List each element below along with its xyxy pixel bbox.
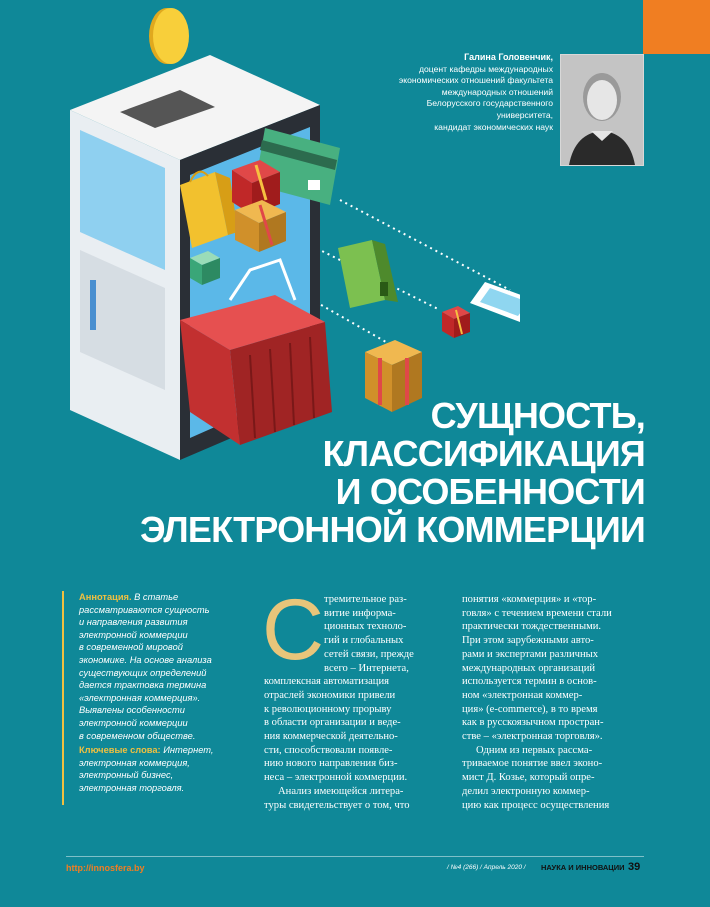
- body-line: делил электронную коммер-: [462, 785, 590, 797]
- abstract-line: экономике. На основе анализа: [79, 654, 212, 665]
- author-line: Белорусского государственного: [426, 98, 553, 109]
- title-line: СУЩНОСТЬ,: [430, 395, 645, 436]
- machine-keypad: [90, 280, 96, 330]
- body-line: При этом зарубежными авто-: [462, 635, 594, 647]
- body-line: триваемое понятие ввел эконо-: [462, 758, 603, 770]
- page-number: 39: [628, 861, 641, 873]
- abstract-line: существующих определений: [79, 667, 207, 678]
- footer-issue: / №4 (266) / Апрель 2020 /: [447, 864, 526, 871]
- body-line: Анализ имеющейся литера-: [278, 785, 404, 797]
- abstract-line: электронной коммерции: [79, 717, 188, 728]
- footer-url-link[interactable]: http://innosfera.by: [66, 863, 145, 873]
- gift-box-small: [442, 306, 470, 338]
- article-title: [120, 397, 645, 549]
- author-line: экономических отношений факультета: [398, 75, 553, 86]
- body-line: неса – электронной коммерции.: [264, 772, 408, 784]
- abstract-line: и направления развития: [79, 617, 188, 628]
- body-line: комплексная автоматизация: [264, 676, 390, 688]
- body-line: Одним из первых рассма-: [476, 744, 593, 756]
- abstract-line: в современной мировой: [79, 642, 183, 653]
- body-line: туры свидетельствует о том, что: [264, 799, 410, 811]
- body-line: международных организаций: [462, 662, 596, 674]
- abstract-line: дается трактовка термина: [79, 680, 207, 691]
- title-line: КЛАССИФИКАЦИЯ: [322, 433, 645, 474]
- author-line: международных отношений: [441, 86, 553, 97]
- author-line: университета,: [496, 109, 553, 120]
- footer-divider: [66, 856, 644, 857]
- body-line: сетей связи, прежде: [324, 648, 414, 660]
- keywords-label: Ключевые слова:: [79, 745, 161, 756]
- body-line: ционных техноло-: [324, 621, 407, 633]
- author-photo: [560, 54, 644, 166]
- body-line: ция» (e-commerce), в то время: [462, 703, 598, 715]
- body-line: ном «электронная коммер-: [462, 689, 583, 701]
- drop-cap: С: [262, 582, 325, 678]
- author-name: Галина Головенчик,: [464, 52, 553, 62]
- body-line: сти, способствовали появле-: [264, 744, 393, 756]
- body-line: говля» с течением времени стали: [462, 607, 612, 619]
- abstract-bar: [62, 591, 64, 805]
- body-line: рами и экспертами различных: [462, 648, 599, 660]
- keywords-line: Интернет,: [160, 745, 214, 756]
- body-line: ния коммерческой деятельно-: [264, 731, 398, 743]
- body-line: гий и глобальных: [324, 635, 404, 647]
- body-line: как в русскоязычном простран-: [462, 717, 604, 729]
- body-line: стве – «электронная торговля».: [462, 731, 603, 743]
- body-line: всего – Интернета,: [324, 662, 409, 674]
- keywords-line: электронный бизнес,: [79, 770, 174, 781]
- author-line: кандидат экономических наук: [434, 121, 553, 132]
- footer-magazine-name: НАУКА И ИННОВАЦИИ: [541, 863, 625, 872]
- keywords-line: электронная коммерция,: [79, 757, 190, 768]
- body-line: нию нового направления биз-: [264, 758, 398, 770]
- body-line: витие информа-: [324, 607, 396, 619]
- abstract-line: в современном обществе.: [79, 730, 196, 741]
- author-info: [385, 52, 553, 133]
- body-line: в области организации и веде-: [264, 717, 401, 729]
- body-column-1: [264, 593, 454, 812]
- body-line: используется термин в основ-: [462, 676, 597, 688]
- title-line: И ОСОБЕННОСТИ: [335, 471, 645, 512]
- abstract-box: [66, 591, 256, 795]
- abstract-text: [66, 591, 256, 795]
- body-line: к революционному прорыву: [264, 703, 392, 715]
- abstract-line: В статье: [131, 592, 179, 602]
- abstract-line: электронной коммерции: [79, 629, 188, 640]
- abstract-line: «электронная коммерция».: [79, 692, 201, 703]
- abstract-line: Выявлены особенности: [79, 705, 185, 716]
- body-line: мист Д. Козье, который опре-: [462, 772, 595, 784]
- body-line: понятия «коммерция» и «тор-: [462, 594, 597, 605]
- body-column-2: [462, 593, 652, 812]
- abstract-line: рассматриваются сущность: [79, 604, 210, 615]
- wallet-icon: [338, 240, 398, 308]
- body-line: практически тождественными.: [462, 621, 602, 633]
- body-line: отраслей экономики привели: [264, 689, 396, 701]
- abstract-label: Аннотация.: [79, 592, 132, 602]
- body-line: тремительное раз-: [324, 594, 407, 605]
- coin-icon: [149, 8, 189, 64]
- keywords-line: электронная торговля.: [79, 782, 185, 793]
- body-line: цию как процесс осуществления: [462, 799, 610, 811]
- title-line: ЭЛЕКТРОННОЙ КОММЕРЦИИ: [139, 509, 645, 550]
- author-line: доцент кафедры международных: [419, 63, 553, 74]
- orange-corner-tab: [643, 0, 710, 54]
- smartphone-icon: [470, 282, 520, 322]
